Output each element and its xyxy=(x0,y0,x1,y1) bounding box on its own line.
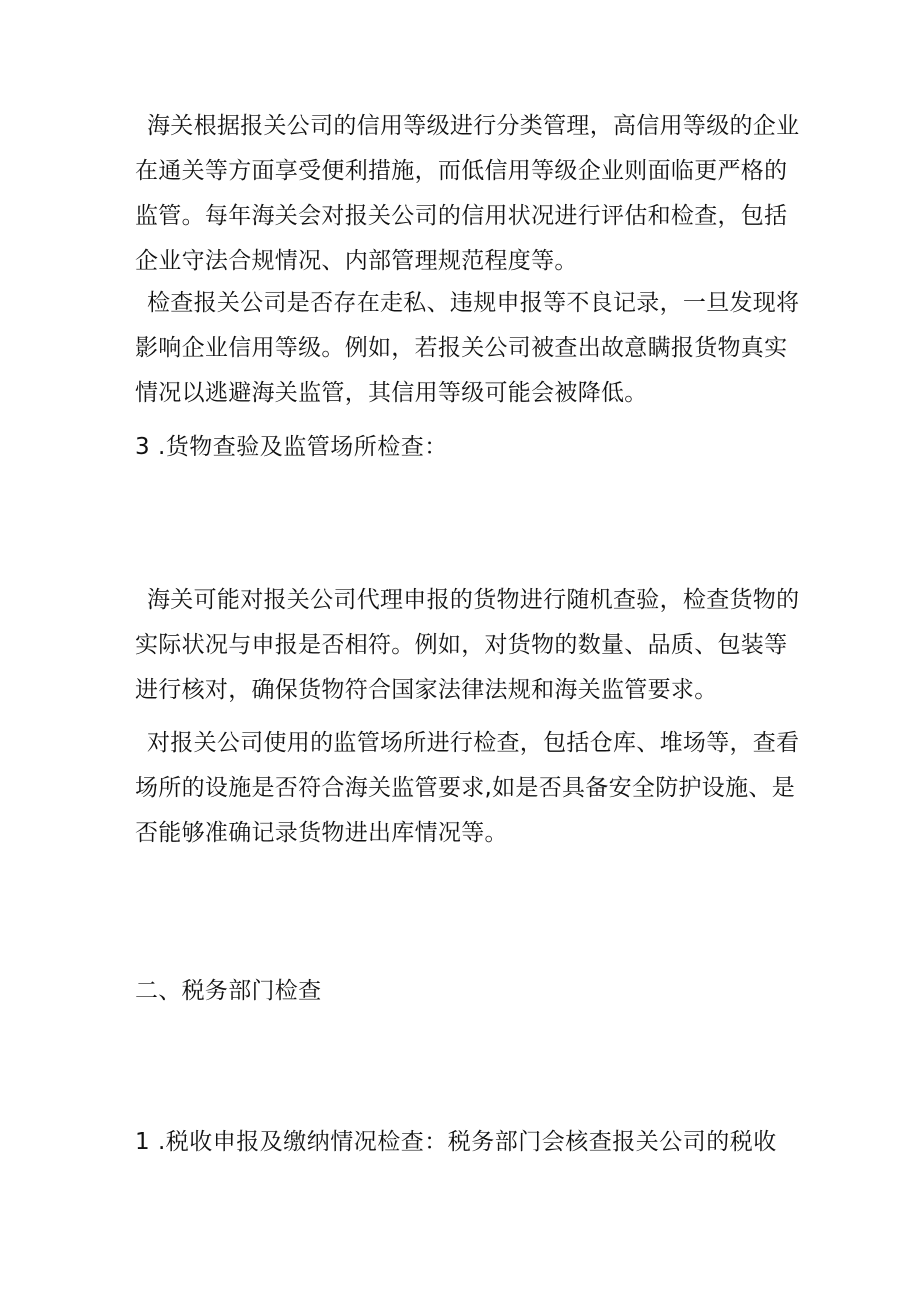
paragraph-3-line-2: 实际状况与申报是否相符。例如，对货物的数量、品质、包装等 xyxy=(135,632,788,658)
section-heading-tax: 二、税务部门检查 xyxy=(135,978,322,1004)
paragraph-1-line-1: 海关根据报关公司的信用等级进行分类管理，高信用等级的企业 xyxy=(147,113,800,139)
paragraph-3-line-1: 海关可能对报关公司代理申报的货物进行随机查验，检查货物的 xyxy=(147,587,800,613)
paragraph-3-line-3: 进行核对，确保货物符合国家法律法规和海关监管要求。 xyxy=(135,677,718,703)
paragraph-4-line-3: 否能够准确记录货物进出库情况等。 xyxy=(135,820,508,846)
item-1-line-1: 1 .税收申报及缴纳情况检查：税务部门会核查报关公司的税收 xyxy=(135,1129,777,1155)
paragraph-2-line-2: 影响企业信用等级。例如，若报关公司被查出故意瞒报货物真实 xyxy=(135,335,788,361)
paragraph-2-line-1: 检查报关公司是否存在走私、违规申报等不良记录，一旦发现将 xyxy=(147,290,800,316)
paragraph-2-line-3: 情况以逃避海关监管，其信用等级可能会被降低。 xyxy=(135,380,648,406)
paragraph-1-line-4: 企业守法合规情况、内部管理规范程度等。 xyxy=(135,248,578,274)
paragraph-4-line-1: 对报关公司使用的监管场所进行检查，包括仓库、堆场等，查看 xyxy=(147,730,800,756)
paragraph-4-line-2: 场所的设施是否符合海关监管要求,如是否具备安全防护设施、是 xyxy=(135,775,796,801)
paragraph-1-line-2: 在通关等方面享受便利措施，而低信用等级企业则面临更严格的 xyxy=(135,158,788,184)
paragraph-1-line-3: 监管。每年海关会对报关公司的信用状况进行评估和检查，包括 xyxy=(135,203,788,229)
section-heading-3: 3 .货物查验及监管场所检查： xyxy=(135,434,448,460)
